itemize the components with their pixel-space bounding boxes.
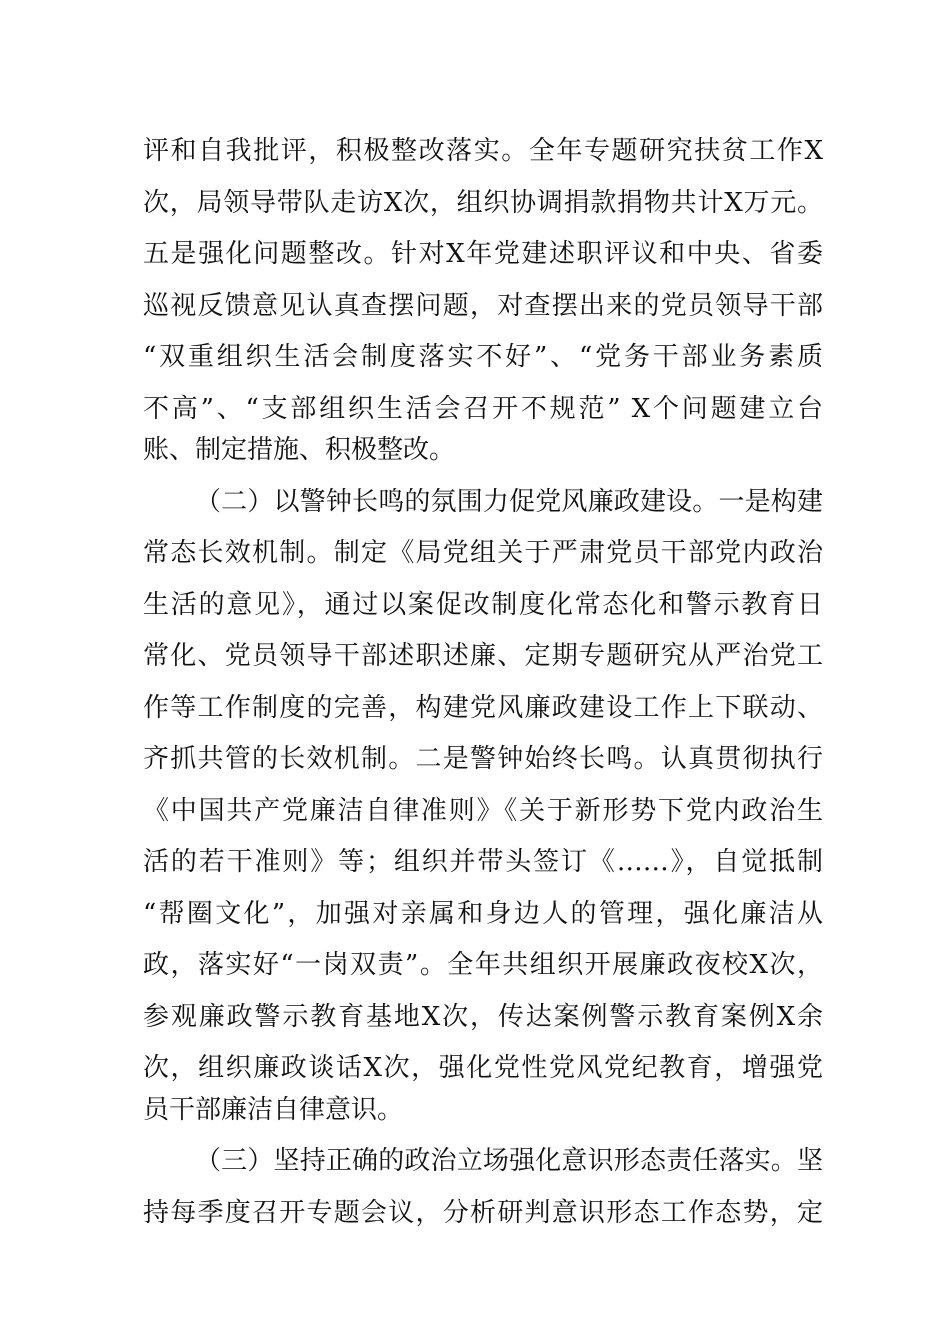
text-line-16: “帮圈文化”，加强对亲属和身边人的管理，强化廉洁从 [143, 899, 823, 929]
text-line-2: 次，局领导带队走访X次，组织协调捐款捐物共计X万元。 [143, 188, 823, 218]
text-line-9: 常态长效机制。制定《局党组关于严肃党员干部党内政治 [143, 538, 823, 568]
text-line-17: 政，落实好“一岗双责”。全年共组织开展廉政夜校X次， [143, 950, 823, 980]
text-line-22: 持每季度召开专题会议，分析研判意识形态工作态势，定 [143, 1198, 823, 1228]
text-line-13: 齐抓共管的长效机制。二是警钟始终长鸣。认真贯彻执行 [143, 744, 823, 774]
text-line-5: “双重组织生活会制度落实不好”、“党务干部业务素质 [143, 342, 823, 372]
text-line-10: 生活的意见》，通过以案促改制度化常态化和警示教育日 [143, 590, 823, 620]
text-line-20: 员干部廉洁自律意识。 [143, 1095, 404, 1125]
section-heading-2: （二）以警钟长鸣的氛围力促党风廉政建设。一是构建 [195, 487, 823, 517]
text-line-12: 作等工作制度的完善，构建党风廉政建设工作上下联动、 [143, 693, 823, 723]
text-line-18: 参观廉政警示教育基地X次，传达案例警示教育案例X余 [143, 1002, 823, 1032]
text-line-6: 不高”、“支部组织生活会召开不规范” X个问题建立台 [143, 394, 823, 424]
text-line-15: 活的若干准则》等；组织并带头签订《……》，自觉抵制 [143, 847, 823, 877]
text-line-14: 《中国共产党廉洁自律准则》《关于新形势下党内政治生 [143, 796, 823, 826]
text-line-7: 账、制定措施、积极整改。 [143, 435, 456, 465]
text-line-3: 五是强化问题整改。针对X年党建述职评议和中央、省委 [143, 239, 823, 269]
section-heading-3: （三）坚持正确的政治立场强化意识形态责任落实。坚 [195, 1146, 823, 1176]
text-line-4: 巡视反馈意见认真查摆问题，对查摆出来的党员领导干部 [143, 291, 823, 321]
text-line-1: 评和自我批评，积极整改落实。全年专题研究扶贫工作X [143, 136, 823, 166]
text-line-11: 常化、党员领导干部述职述廉、定期专题研究从严治党工 [143, 641, 823, 671]
text-line-19: 次，组织廉政谈话X次，强化党性党风党纪教育，增强党 [143, 1053, 823, 1083]
